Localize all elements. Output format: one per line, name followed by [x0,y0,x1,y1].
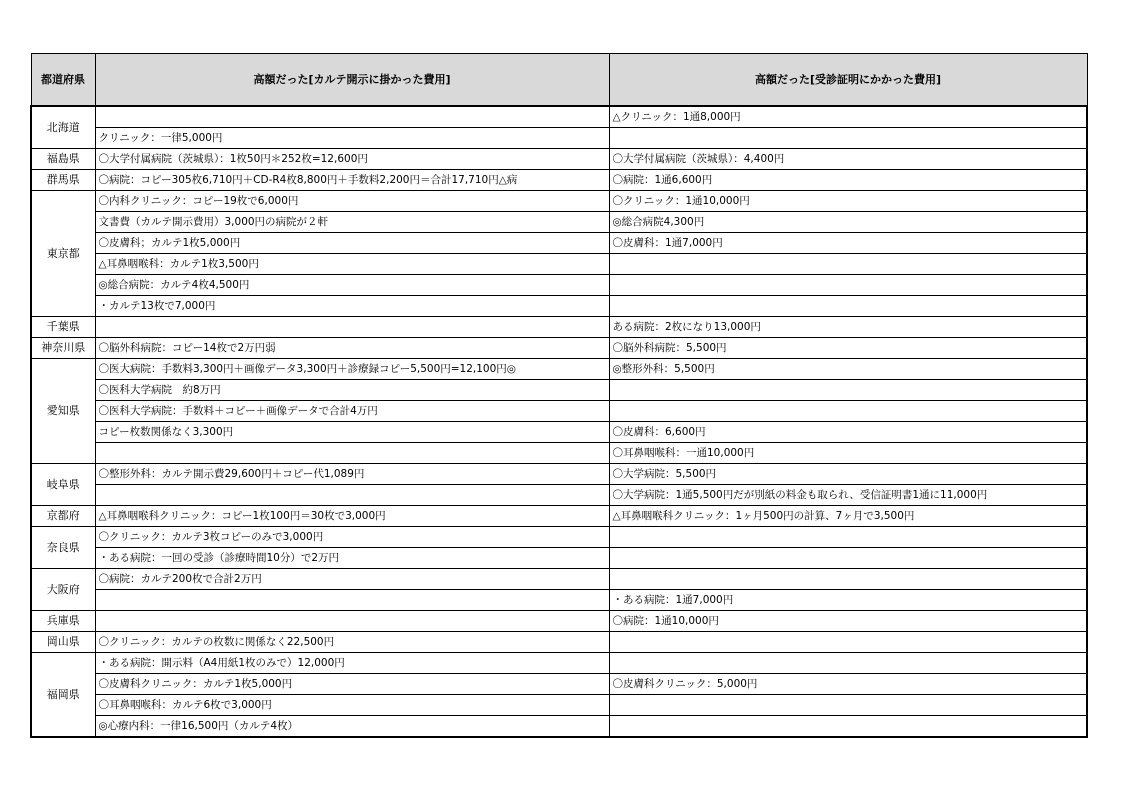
karte-cost-cell: ・ある病院：一回の受診（診療時間10分）で2万円 [95,548,609,569]
table-row [31,170,1087,191]
prefecture-cell: 群馬県 [31,170,95,191]
karte-cost-cell: 〇病院：カルテ200枚で合計2万円 [95,569,609,590]
karte-cost-cell: コピー枚数関係なく3,300円 [95,422,609,443]
table-row [31,506,1087,527]
table-row [31,254,1087,275]
karte-cost-cell: 〇整形外科：カルテ開示費29,600円＋コピー代1,089円 [95,464,609,485]
certificate-cost-cell: 〇大学病院：5,500円 [609,464,1087,485]
certificate-cost-cell [609,653,1087,674]
karte-cost-cell: 〇皮膚科クリニック：カルテ1枚5,000円 [95,674,609,695]
karte-cost-cell [95,611,609,632]
table-row [31,443,1087,464]
prefecture-cell: 岡山県 [31,632,95,653]
table-row [31,149,1087,170]
table-row [31,548,1087,569]
karte-cost-cell: ・ある病院：開示料（A4用紙1枚のみで）12,000円 [95,653,609,674]
karte-cost-cell: クリニック：一律5,000円 [95,128,609,149]
table-row [31,128,1087,149]
karte-cost-cell: 〇耳鼻咽喉科：カルテ6枚で3,000円 [95,695,609,716]
table-row [31,106,1087,128]
certificate-cost-cell: 〇皮膚科クリニック：5,000円 [609,674,1087,695]
header-karte-cost: 高額だった[カルテ開示に掛かった費用] [95,54,609,107]
table-row [31,359,1087,380]
prefecture-cell: 兵庫県 [31,611,95,632]
table-row [31,191,1087,212]
table-row [31,569,1087,590]
prefecture-cell: 奈良県 [31,527,95,569]
certificate-cost-cell: 〇大学病院：1通5,500円だが別紙の料金も取られ、受信証明書1通に11,000円 [609,485,1087,506]
karte-cost-cell: ◎心療内科：一律16,500円（カルテ4枚） [95,716,609,738]
karte-cost-cell: 文書費（カルテ開示費用）3,000円の病院が２軒 [95,212,609,233]
certificate-cost-cell: 〇脳外科病院：5,500円 [609,338,1087,359]
table-row [31,716,1087,738]
karte-cost-cell: △耳鼻咽喉科クリニック：コピー1枚100円＝30枚で3,000円 [95,506,609,527]
certificate-cost-cell [609,548,1087,569]
karte-cost-cell: ・カルテ13枚で7,000円 [95,296,609,317]
certificate-cost-cell: 〇クリニック：1通10,000円 [609,191,1087,212]
header-prefecture: 都道府県 [31,54,95,107]
karte-cost-cell: 〇医科大学病院 約8万円 [95,380,609,401]
karte-cost-cell: 〇クリニック：カルテ3枚コピーのみで3,000円 [95,527,609,548]
prefecture-cell: 千葉県 [31,317,95,338]
certificate-cost-cell [609,695,1087,716]
table-row [31,464,1087,485]
table-row [31,401,1087,422]
karte-cost-cell: 〇内科クリニック：コピー19枚で6,000円 [95,191,609,212]
certificate-cost-cell: 〇耳鼻咽喉科：一通10,000円 [609,443,1087,464]
certificate-cost-cell [609,254,1087,275]
karte-cost-cell: ◎総合病院：カルテ4枚4,500円 [95,275,609,296]
certificate-cost-cell [609,296,1087,317]
karte-cost-cell [95,106,609,128]
karte-cost-cell [95,317,609,338]
certificate-cost-cell: △クリニック：1通8,000円 [609,106,1087,128]
table-row [31,233,1087,254]
certificate-cost-cell [609,527,1087,548]
karte-cost-cell [95,590,609,611]
prefecture-cell: 神奈川県 [31,338,95,359]
cost-table [30,53,1088,738]
karte-cost-cell: 〇クリニック：カルテの枚数に関係なく22,500円 [95,632,609,653]
certificate-cost-cell: ・ある病院：1通7,000円 [609,590,1087,611]
prefecture-cell: 京都府 [31,506,95,527]
prefecture-cell: 福岡県 [31,653,95,738]
table-row [31,317,1087,338]
certificate-cost-cell [609,716,1087,738]
header-certificate-cost: 高額だった[受診証明にかかった費用] [609,54,1087,107]
karte-cost-cell: 〇医大病院：手数料3,300円＋画像データ3,300円＋診療録コピー5,500円=12,100円◎ [95,359,609,380]
prefecture-cell: 愛知県 [31,359,95,464]
table-row [31,653,1087,674]
karte-cost-cell [95,485,609,506]
table-row [31,611,1087,632]
certificate-cost-cell: 〇皮膚科：6,600円 [609,422,1087,443]
prefecture-cell: 東京都 [31,191,95,317]
table-row [31,422,1087,443]
table-row [31,590,1087,611]
certificate-cost-cell: ◎総合病院4,300円 [609,212,1087,233]
table-row [31,212,1087,233]
table-body [31,106,1087,737]
karte-cost-cell: 〇医科大学病院：手数料＋コピー＋画像データで合計4万円 [95,401,609,422]
certificate-cost-cell [609,569,1087,590]
table-row [31,338,1087,359]
certificate-cost-cell: 〇大学付属病院（茨城県）：4,400円 [609,149,1087,170]
certificate-cost-cell [609,128,1087,149]
table-row [31,275,1087,296]
certificate-cost-cell: 〇皮膚科：1通7,000円 [609,233,1087,254]
certificate-cost-cell: 〇病院：1通6,600円 [609,170,1087,191]
prefecture-cell: 岐阜県 [31,464,95,506]
prefecture-cell: 北海道 [31,106,95,149]
certificate-cost-cell: △耳鼻咽喉科クリニック：1ヶ月500円の計算、7ヶ月で3,500円 [609,506,1087,527]
karte-cost-cell: 〇大学付属病院（茨城県）：1枚50円＊252枚=12,600円 [95,149,609,170]
certificate-cost-cell [609,401,1087,422]
karte-cost-cell [95,443,609,464]
header-row [31,54,1087,107]
table-row [31,527,1087,548]
karte-cost-cell: 〇脳外科病院：コピー14枚で2万円弱 [95,338,609,359]
certificate-cost-cell [609,275,1087,296]
certificate-cost-cell: ある病院：2枚になり13,000円 [609,317,1087,338]
karte-cost-cell: 〇皮膚科；カルテ1枚5,000円 [95,233,609,254]
table-row [31,632,1087,653]
table-row [31,296,1087,317]
certificate-cost-cell: 〇病院：1通10,000円 [609,611,1087,632]
prefecture-cell: 福島県 [31,149,95,170]
table-row [31,380,1087,401]
certificate-cost-cell [609,632,1087,653]
table-row [31,695,1087,716]
table-row [31,485,1087,506]
karte-cost-cell: △耳鼻咽喉科：カルテ1枚3,500円 [95,254,609,275]
karte-cost-cell: 〇病院：コピー305枚6,710円＋CD-R4枚8,800円＋手数料2,200円＝合計17,710円△病 [95,170,609,191]
certificate-cost-cell [609,380,1087,401]
certificate-cost-cell: ◎整形外科：5,500円 [609,359,1087,380]
table-row [31,674,1087,695]
prefecture-cell: 大阪府 [31,569,95,611]
